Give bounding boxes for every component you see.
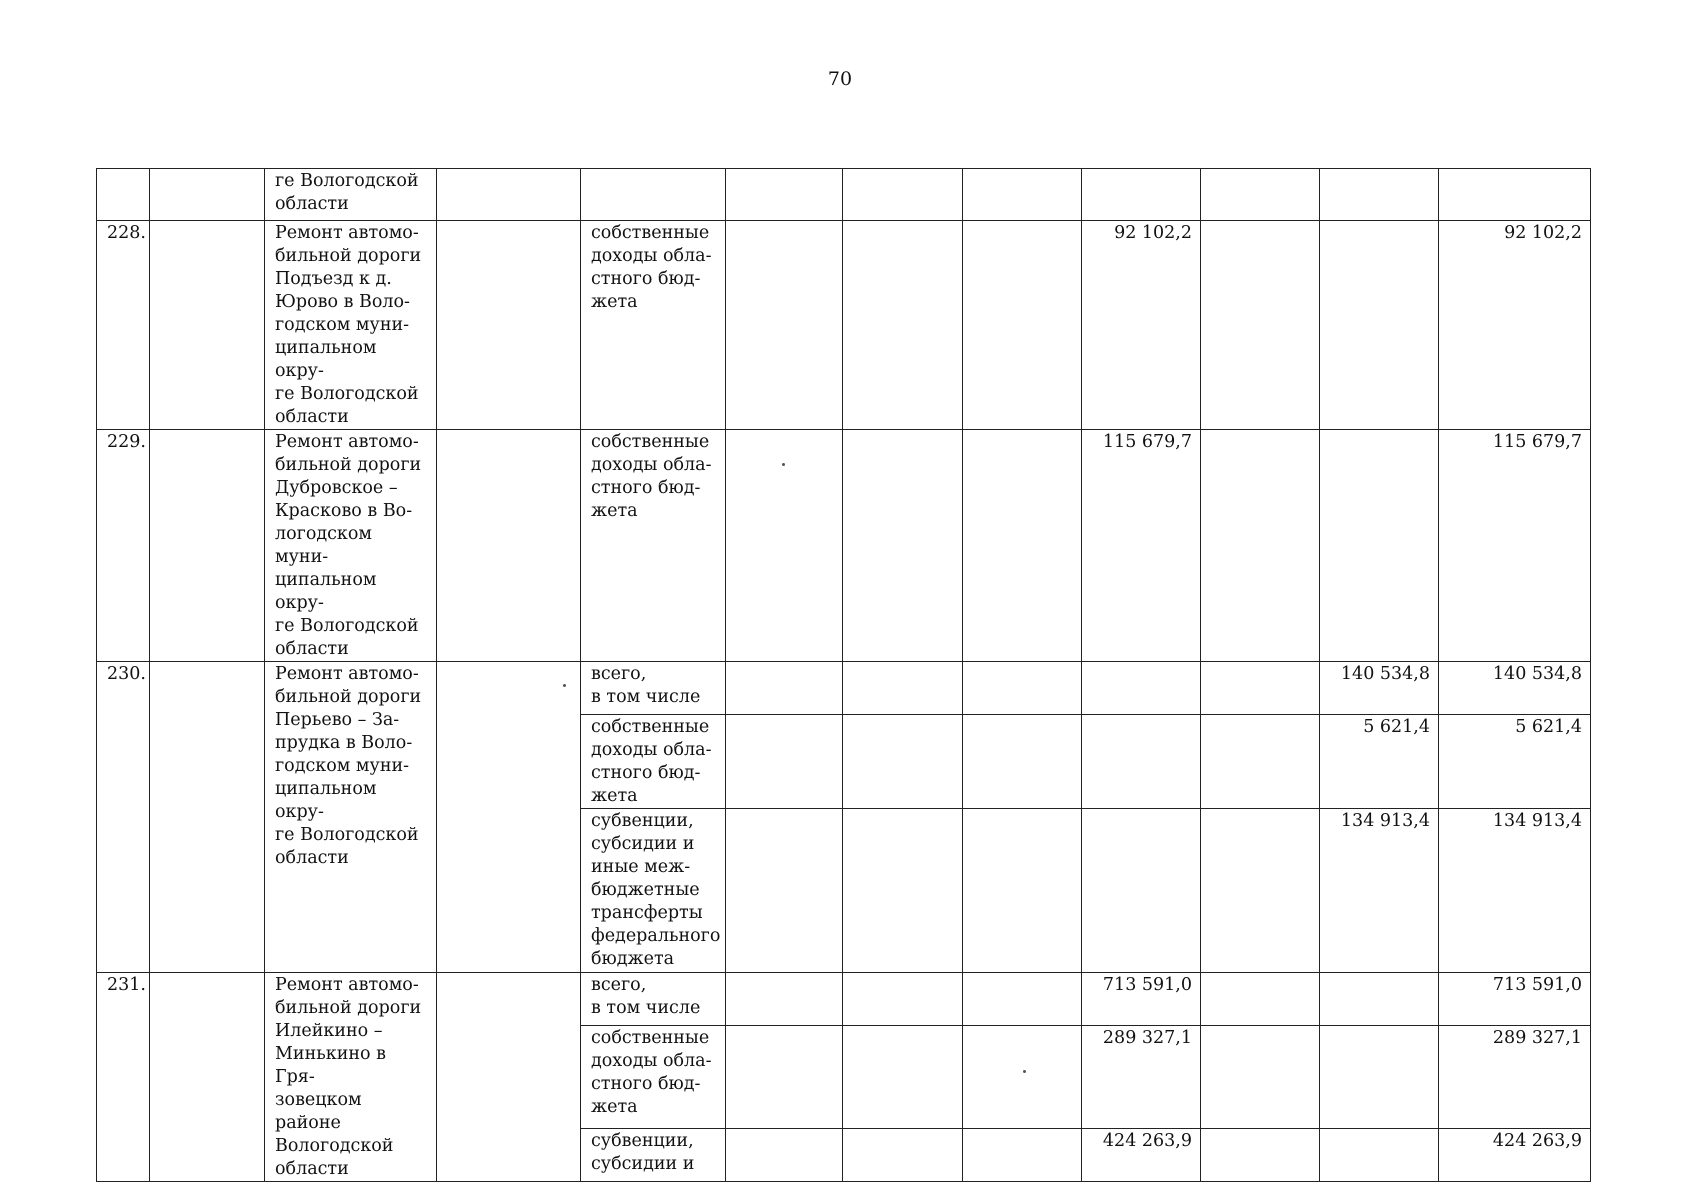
- funding-source: собственные доходы обла- стного бюд- жета: [581, 715, 726, 809]
- row-index: 228.: [97, 221, 150, 430]
- table-row-230: [97, 662, 1591, 715]
- scan-speck: [563, 684, 566, 687]
- row-name: Ремонт автомо- бильной дороги Подъезд к д. Юрово в Воло- годском муни- ципальном окру- ге Вологодской области: [265, 221, 437, 430]
- amount-cell: 289 327,1: [1082, 1025, 1201, 1128]
- total-cell: 92 102,2: [1439, 221, 1591, 430]
- amount-cell: 713 591,0: [1082, 973, 1201, 1026]
- funding-source: всего, в том числе: [581, 662, 726, 715]
- row-index: 230.: [97, 662, 150, 973]
- row-index: 231.: [97, 973, 150, 1182]
- total-cell: 424 263,9: [1439, 1129, 1591, 1182]
- funding-source: всего, в том числе: [581, 973, 726, 1026]
- amount-cell: 134 913,4: [1320, 809, 1439, 973]
- funding-source: субвенции, субсидии и: [581, 1129, 726, 1182]
- page-number: 70: [827, 68, 853, 90]
- total-cell: 5 621,4: [1439, 715, 1591, 809]
- row-index: 229.: [97, 430, 150, 662]
- total-cell: 115 679,7: [1439, 430, 1591, 662]
- funding-source: собственные доходы обла- стного бюд- жета: [581, 221, 726, 430]
- total-cell: 140 534,8: [1439, 662, 1591, 715]
- table-row-228: [97, 221, 1591, 430]
- total-cell: 134 913,4: [1439, 809, 1591, 973]
- amount-cell: 424 263,9: [1082, 1129, 1201, 1182]
- funding-source: собственные доходы обла- стного бюд- жета: [581, 1025, 726, 1128]
- row-name: Ремонт автомо- бильной дороги Дубровское – Красково в Во- логодском муни- ципальном окру- ге Вологодской области: [265, 430, 437, 662]
- funding-source: собственные доходы обла- стного бюд- жета: [581, 430, 726, 662]
- table-row-231: [97, 973, 1591, 1026]
- scan-speck: [1023, 1070, 1026, 1073]
- scan-speck: [782, 463, 785, 466]
- table-row-229: [97, 430, 1591, 662]
- total-cell: 289 327,1: [1439, 1025, 1591, 1128]
- row-name: Ремонт автомо- бильной дороги Перьево – За- прудка в Воло- годском муни- ципальном окру- ге Вологодской области: [265, 662, 437, 973]
- row-name: ге Вологодской области: [265, 169, 437, 221]
- total-cell: 713 591,0: [1439, 973, 1591, 1026]
- budget-table: [96, 168, 1591, 1182]
- amount-cell: 5 621,4: [1320, 715, 1439, 809]
- amount-cell: 140 534,8: [1320, 662, 1439, 715]
- funding-source: субвенции, субсидии и иные меж- бюджетные трансферты федерального бюджета: [581, 809, 726, 973]
- amount-cell: 92 102,2: [1082, 221, 1201, 430]
- table-row-continued: [97, 169, 1591, 221]
- amount-cell: 115 679,7: [1082, 430, 1201, 662]
- row-name: Ремонт автомо- бильной дороги Илейкино – Минькино в Гря- зовецком районе Вологодской области: [265, 973, 437, 1182]
